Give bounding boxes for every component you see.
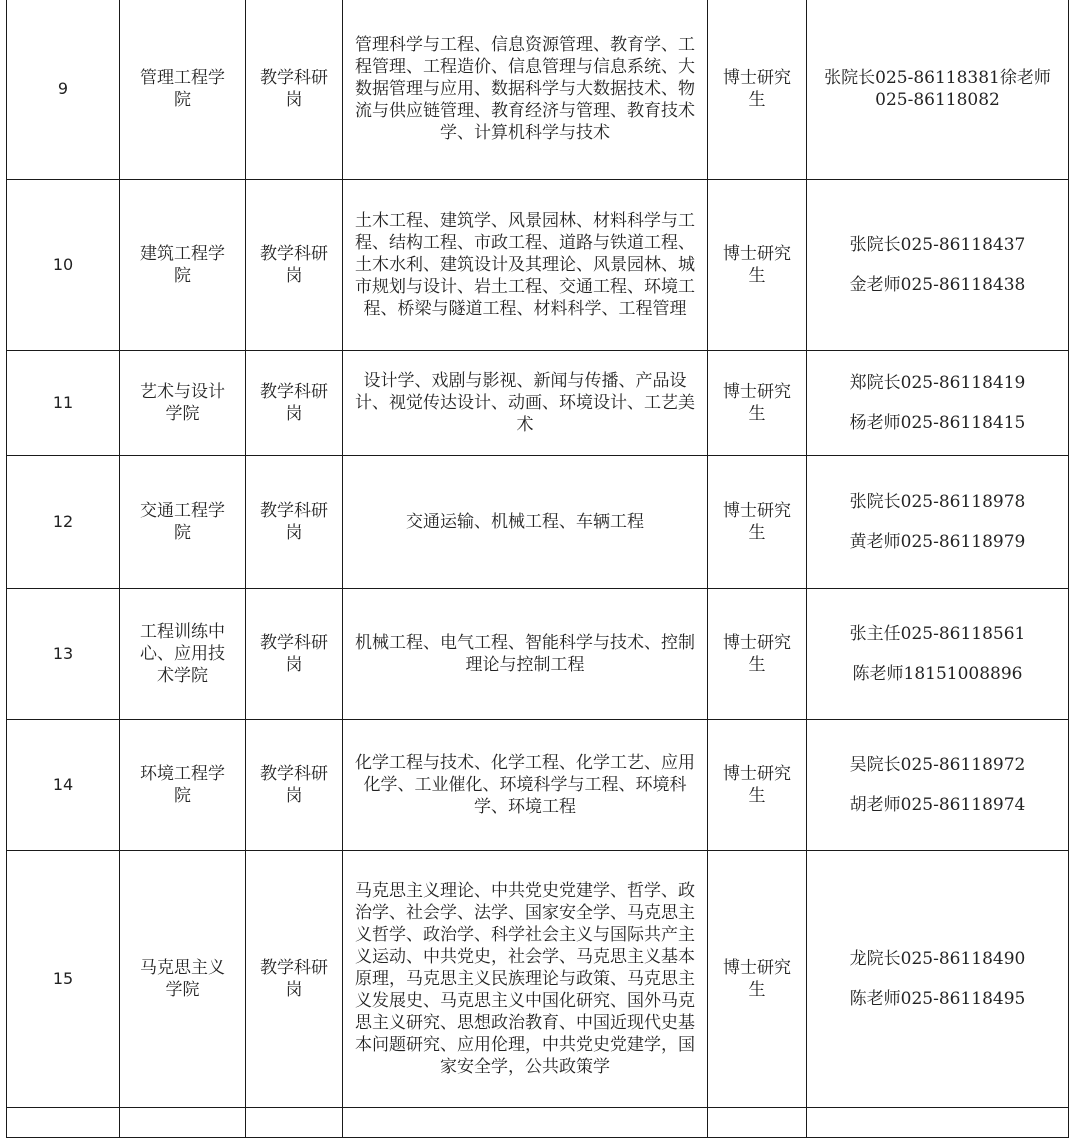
major-list: 设计学、戏剧与影视、新闻与传播、产品设计、视觉传达设计、动画、环境设计、工艺美术 (343, 351, 708, 456)
contact-line-1: 张主任025-86118561 (849, 624, 1026, 644)
degree-requirement: 博士研究生 (708, 589, 807, 720)
table-row (7, 851, 1069, 1108)
college-name: 环境工程学院 (120, 720, 246, 851)
recruitment-table (6, 0, 1069, 1138)
position-type: 教学科研岗 (246, 851, 343, 1108)
contact-line-1: 吴院长025-86118972 (849, 755, 1026, 775)
college-name: 交通工程学院 (120, 456, 246, 589)
contact-info (807, 351, 1069, 456)
position-type (246, 1108, 343, 1138)
degree-requirement (708, 1108, 807, 1138)
contact-line-2: 陈老师025-86118495 (849, 989, 1026, 1009)
contact-info (807, 1108, 1069, 1138)
row-number: 11 (7, 351, 120, 456)
contact-line-2: 金老师025-86118438 (849, 275, 1026, 295)
table-row (7, 0, 1069, 180)
degree-requirement: 博士研究生 (708, 851, 807, 1108)
college-name: 建筑工程学院 (120, 180, 246, 351)
contact-line-2: 胡老师025-86118974 (849, 795, 1026, 815)
contact-info (807, 0, 1069, 180)
row-number: 9 (7, 0, 120, 180)
table-row (7, 180, 1069, 351)
college-name: 马克思主义学院 (120, 851, 246, 1108)
contact-line-1: 张院长025-86118437 (849, 235, 1026, 255)
position-type: 教学科研岗 (246, 720, 343, 851)
degree-requirement: 博士研究生 (708, 456, 807, 589)
table-row (7, 456, 1069, 589)
contact-line-1: 张院长025-86118381徐老师 (824, 68, 1051, 88)
contact-line-1: 龙院长025-86118490 (849, 949, 1026, 969)
major-list: 机械工程、电气工程、智能科学与技术、控制理论与控制工程 (343, 589, 708, 720)
college-name: 管理工程学院 (120, 0, 246, 180)
row-number: 12 (7, 456, 120, 589)
contact-info (807, 589, 1069, 720)
position-type: 教学科研岗 (246, 180, 343, 351)
contact-line-2: 黄老师025-86118979 (849, 532, 1026, 552)
degree-requirement: 博士研究生 (708, 720, 807, 851)
major-list: 化学工程与技术、化学工程、化学工艺、应用化学、工业催化、环境科学与工程、环境科学、环境工程 (343, 720, 708, 851)
position-type: 教学科研岗 (246, 0, 343, 180)
table-row (7, 589, 1069, 720)
table-row (7, 1108, 1069, 1138)
table-row (7, 720, 1069, 851)
major-list: 土木工程、建筑学、风景园林、材料科学与工程、结构工程、市政工程、道路与铁道工程、土木水利、建筑设计及其理论、风景园林、城市规划与设计、岩土工程、交通工程、环境工程、桥梁与隧道工程、材料科学、工程管理 (343, 180, 708, 351)
position-type: 教学科研岗 (246, 456, 343, 589)
degree-requirement: 博士研究生 (708, 0, 807, 180)
contact-info (807, 851, 1069, 1108)
row-number (7, 1108, 120, 1138)
contact-line-1: 郑院长025-86118419 (849, 373, 1026, 393)
contact-line-2: 陈老师18151008896 (852, 664, 1023, 684)
contact-line-1: 张院长025-86118978 (849, 492, 1026, 512)
college-name (120, 1108, 246, 1138)
major-list (343, 1108, 708, 1138)
contact-line-2: 025-86118082 (875, 90, 1000, 110)
major-list: 马克思主义理论、中共党史党建学、哲学、政治学、社会学、法学、国家安全学、马克思主义哲学、政治学、科学社会主义与国际共产主义运动、中共党史，社会学、马克思主义基本原理，马克思主义民族理论与政策、马克思主义发展史、马克思主义中国化研究、国外马克思主义研究、思想政治教育、中国近现代史基本问题研究、应用伦理，中共党史党建学，国家安全学，公共政策学 (343, 851, 708, 1108)
row-number: 15 (7, 851, 120, 1108)
college-name: 艺术与设计学院 (120, 351, 246, 456)
position-type: 教学科研岗 (246, 351, 343, 456)
contact-line-2: 杨老师025-86118415 (849, 413, 1026, 433)
contact-info (807, 456, 1069, 589)
college-name: 工程训练中心、应用技术学院 (120, 589, 246, 720)
contact-info (807, 720, 1069, 851)
table-row (7, 351, 1069, 456)
major-list: 管理科学与工程、信息资源管理、教育学、工程管理、工程造价、信息管理与信息系统、大数据管理与应用、数据科学与大数据技术、物流与供应链管理、教育经济与管理、教育技术学、计算机科学与技术 (343, 0, 708, 180)
row-number: 10 (7, 180, 120, 351)
contact-info (807, 180, 1069, 351)
degree-requirement: 博士研究生 (708, 351, 807, 456)
degree-requirement: 博士研究生 (708, 180, 807, 351)
row-number: 14 (7, 720, 120, 851)
position-type: 教学科研岗 (246, 589, 343, 720)
row-number: 13 (7, 589, 120, 720)
major-list: 交通运输、机械工程、车辆工程 (343, 456, 708, 589)
